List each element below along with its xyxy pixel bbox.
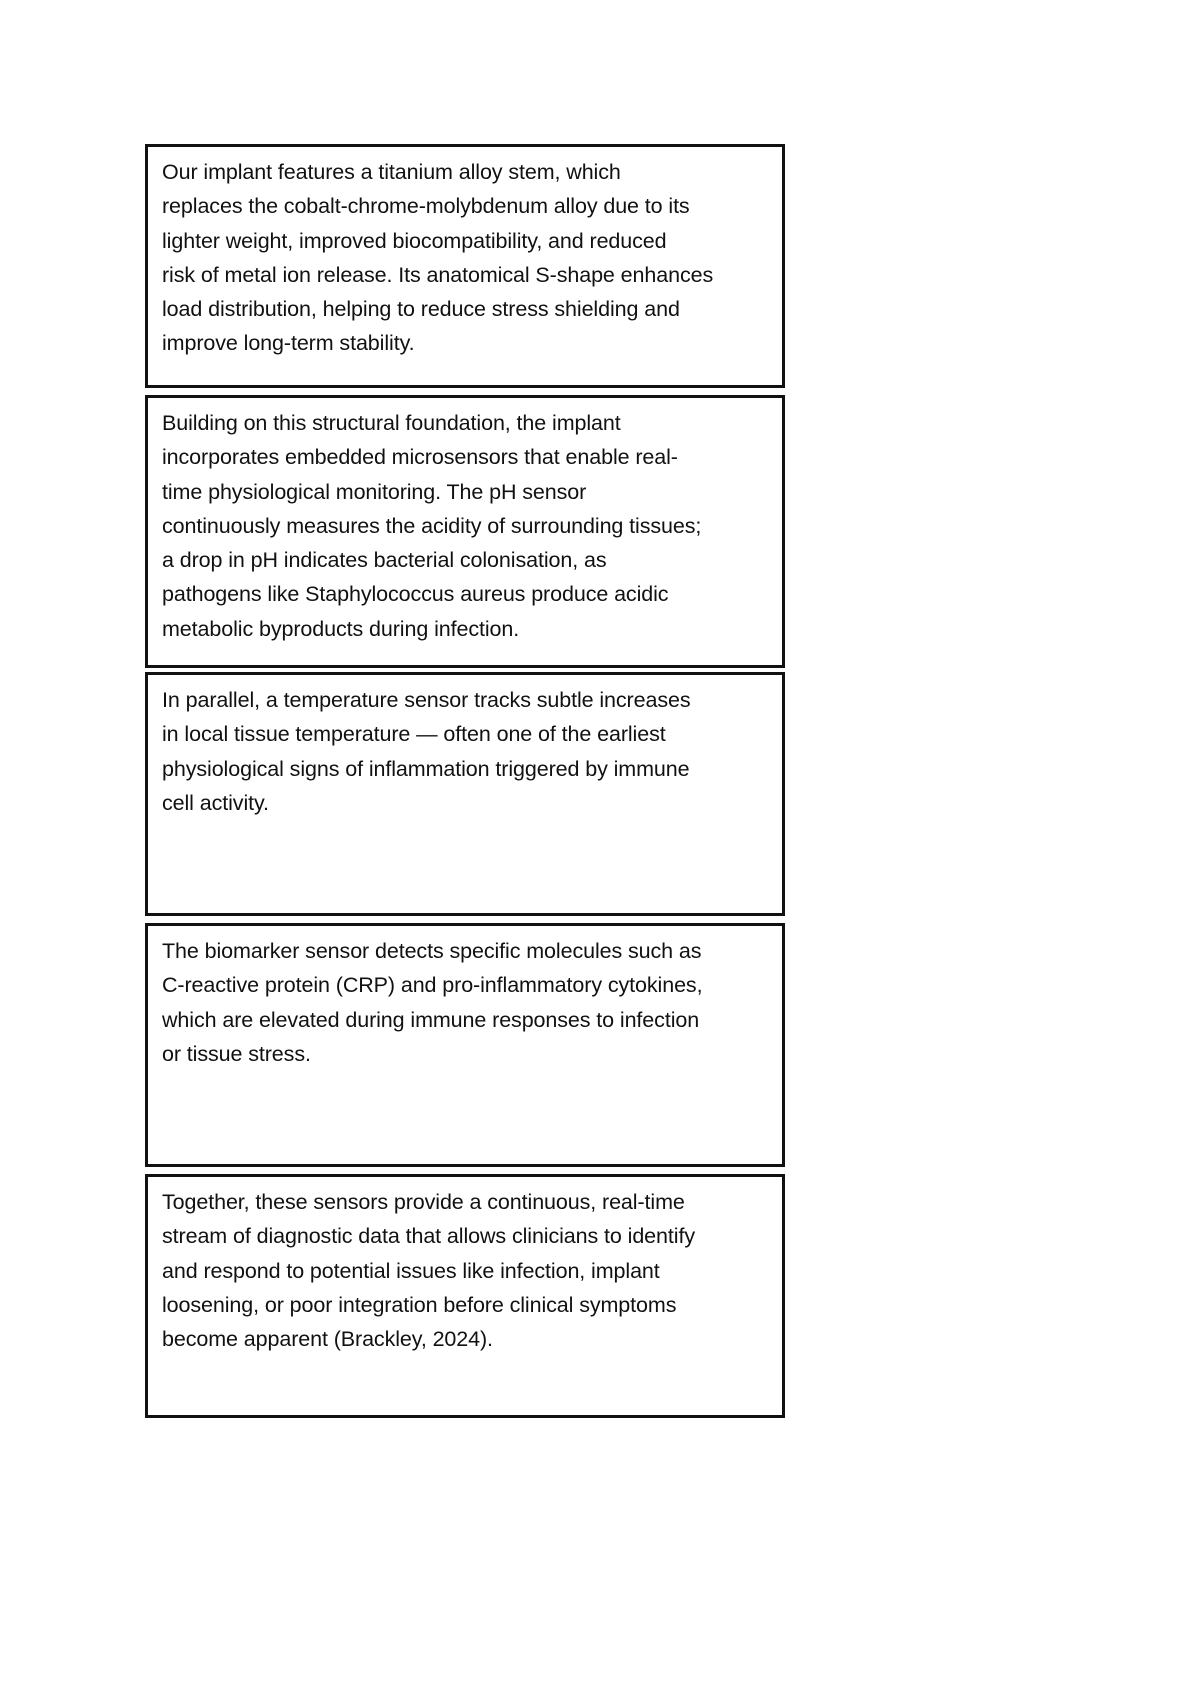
text-box-biomarker-sensor: The biomarker sensor detects specific molecules such as C-reactive protein (CRP) and pro-inflammatory cytokines, which are elevated during immune responses to infection or tissue stress. — [145, 923, 785, 1167]
text-box-titanium-stem: Our implant features a titanium alloy stem, which replaces the cobalt-chrome-molybdenum alloy due to its lighter weight, improved biocompatibility, and reduced risk of metal ion release. Its anatomical S-shape enhances load distribution, helping to reduce stress shielding and improve long-term stability. — [145, 144, 785, 388]
text-box-ph-sensor: Building on this structural foundation, the implant incorporates embedded microsensors that enable real- time physiological monitoring. The pH sensor continuously measures the acidity of surrounding tissues; a drop in pH indicates bacterial colonisation, as pathogens like Staphylococcus aureus produce acidic metabolic byproducts during infection. — [145, 395, 785, 668]
text-box-temperature-sensor: In parallel, a temperature sensor tracks subtle increases in local tissue temperature — often one of the earliest physiological signs of inflammation triggered by immune cell activity. — [145, 672, 785, 916]
text-box-summary: Together, these sensors provide a continuous, real-time stream of diagnostic data that allows clinicians to identify and respond to potential issues like infection, implant loosening, or poor integration before clinical symptoms become apparent (Brackley, 2024). — [145, 1174, 785, 1418]
